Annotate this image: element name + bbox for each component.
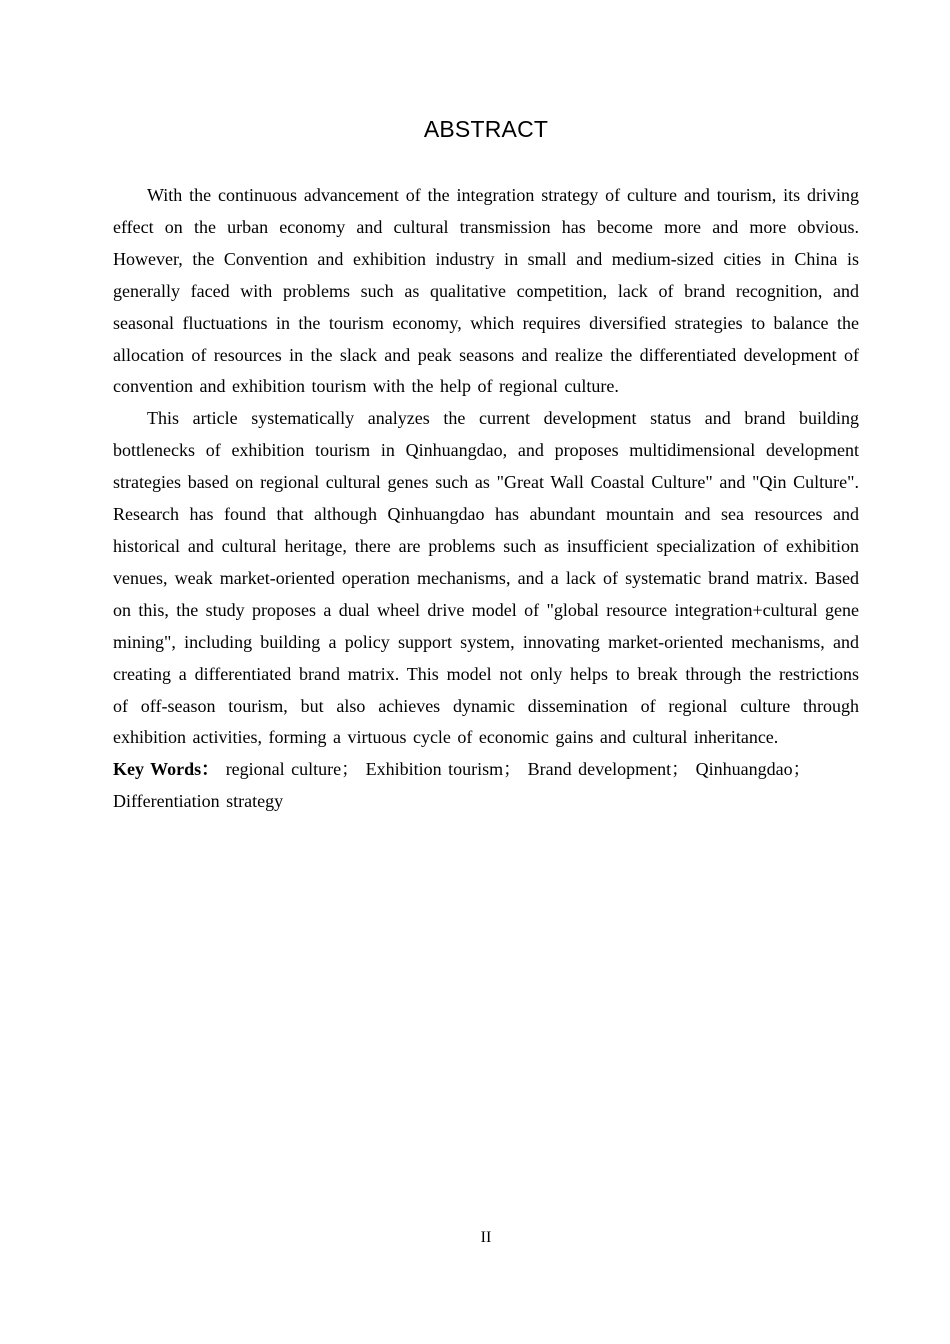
abstract-paragraph-2: This article systematically analyzes the current development status and brand building bottlenecks of exhibition tourism in Qinhuangdao, and proposes multidimensional development strategies based on regional cultural genes such as "Great Wall Coastal Culture" and "Qin Culture". Research has found that although Qinhuangdao has abundant mountain and sea resources and historical and cultural heritage, there are problems such as insufficient specialization of exhibition venues, weak market-oriented operation mechanisms, and a lack of systematic brand matrix. Based on this, the study proposes a dual wheel drive model of "global resource integration+cultural gene mining", including building a policy support system, innovating market-oriented mechanisms, and creating a differentiated brand matrix. This model not only helps to break through the restrictions of off-season tourism, but also achieves dynamic dissemination of regional culture through exhibition activities, forming a virtuous cycle of economic gains and cultural inheritance. — [113, 408, 859, 748]
abstract-paragraph-1: With the continuous advancement of the integration strategy of culture and tourism, its driving effect on the urban economy and cultural transmission has become more and more obvious. However, the Convention and exhibition industry in small and medium-sized cities in China is generally faced with problems such as qualitative competition, lack of brand recognition, and seasonal fluctuations in the tourism economy, which requires diversified strategies to balance the allocation of resources in the slack and peak seasons and realize the differentiated development of convention and exhibition tourism with the help of regional culture. — [113, 185, 859, 397]
page-number: II — [480, 1229, 492, 1246]
keywords-label: Key Words： — [113, 759, 220, 780]
keywords-text: regional culture； Exhibition tourism； Brand development； Qinhuangdao； Differentiation strategy — [113, 759, 811, 812]
abstract-body — [113, 180, 859, 818]
abstract-title: ABSTRACT — [423, 116, 549, 142]
keywords-line — [113, 754, 859, 818]
